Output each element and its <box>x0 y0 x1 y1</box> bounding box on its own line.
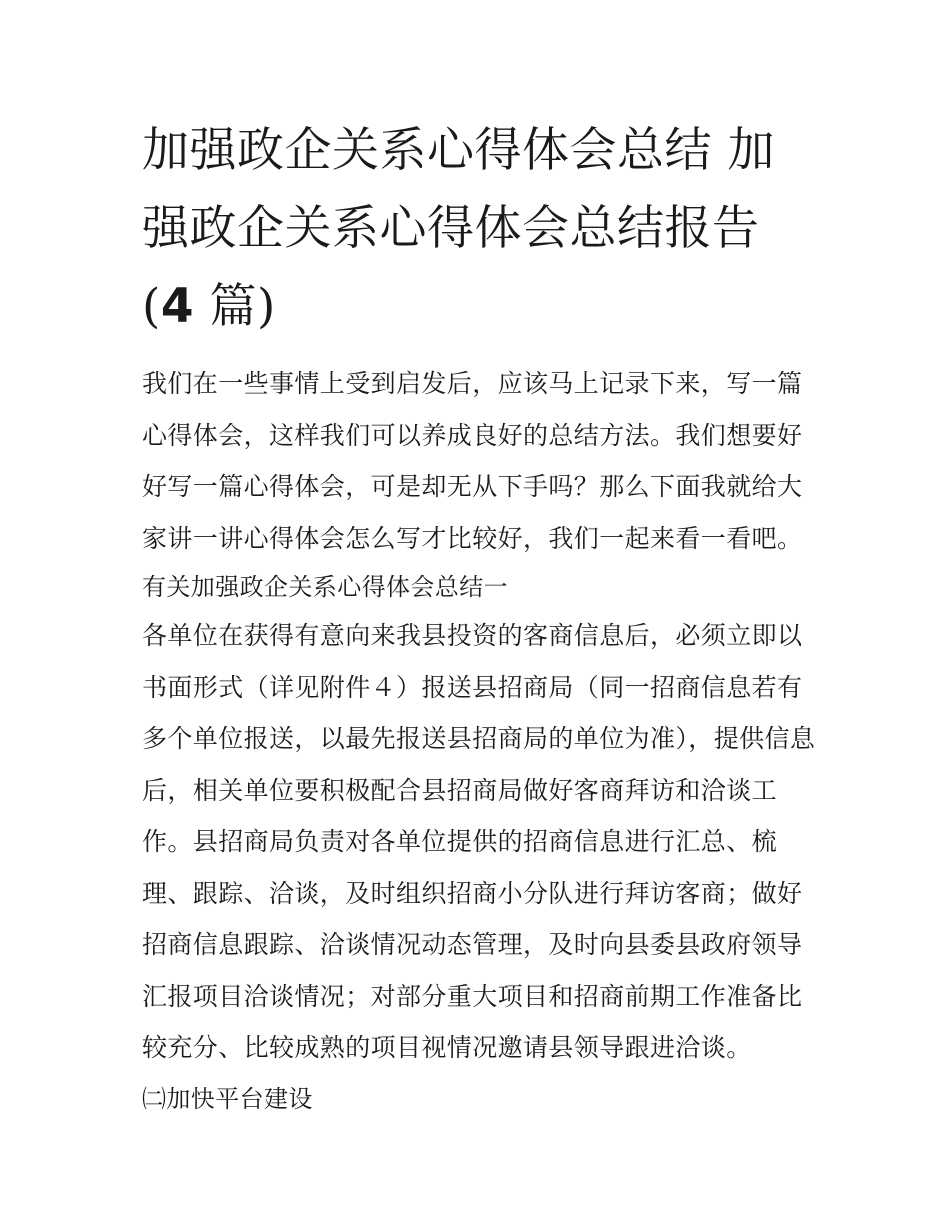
document-body <box>142 358 822 1124</box>
section-heading: 有关加强政企关系心得体会总结一 <box>142 573 508 601</box>
intro-paragraph: 我们在一些事情上受到启发后，应该马上记录下来，写一篇心得体会，这样我们可以养成良好的总结方法。我们想要好好写一篇心得体会，可是却无从下手吗？那么下面我就给大家讲一讲心得体会怎么写才比较好，我们一起来看一看吧。 <box>142 369 803 553</box>
document-page <box>142 112 822 1124</box>
title-line-3-number: 4 <box>160 279 195 334</box>
title-line-3-open: ( <box>142 279 161 334</box>
title-line-3-rest: 篇) <box>194 279 276 334</box>
subheading: ㈡加快平台建设 <box>142 1084 313 1113</box>
section-paragraph: 各单位在获得有意向来我县投资的客商信息后，必须立即以书面形式（详见附件４）报送县招商局（同一招商信息若有多个单位报送，以最先报送县招商局的单位为准），提供信息后，相关单位要积极配合县招商局做好客商拜访和洽谈工作。县招商局负责对各单位提供的招商信息进行汇总、梳理、跟踪、洽谈，及时组织招商小分队进行拜访客商；做好招商信息跟踪、洽谈情况动态管理，及时向县委县政府领导汇报项目洽谈情况；对部分重大项目和招商前期工作准备比较充分、比较成熟的项目视情况邀请县领导跟进洽谈。 <box>142 621 816 1062</box>
document-title <box>142 112 822 346</box>
title-line-2: 强政企关系心得体会总结报告 <box>142 201 760 256</box>
title-line-1: 加强政企关系心得体会总结 加 <box>142 123 775 178</box>
